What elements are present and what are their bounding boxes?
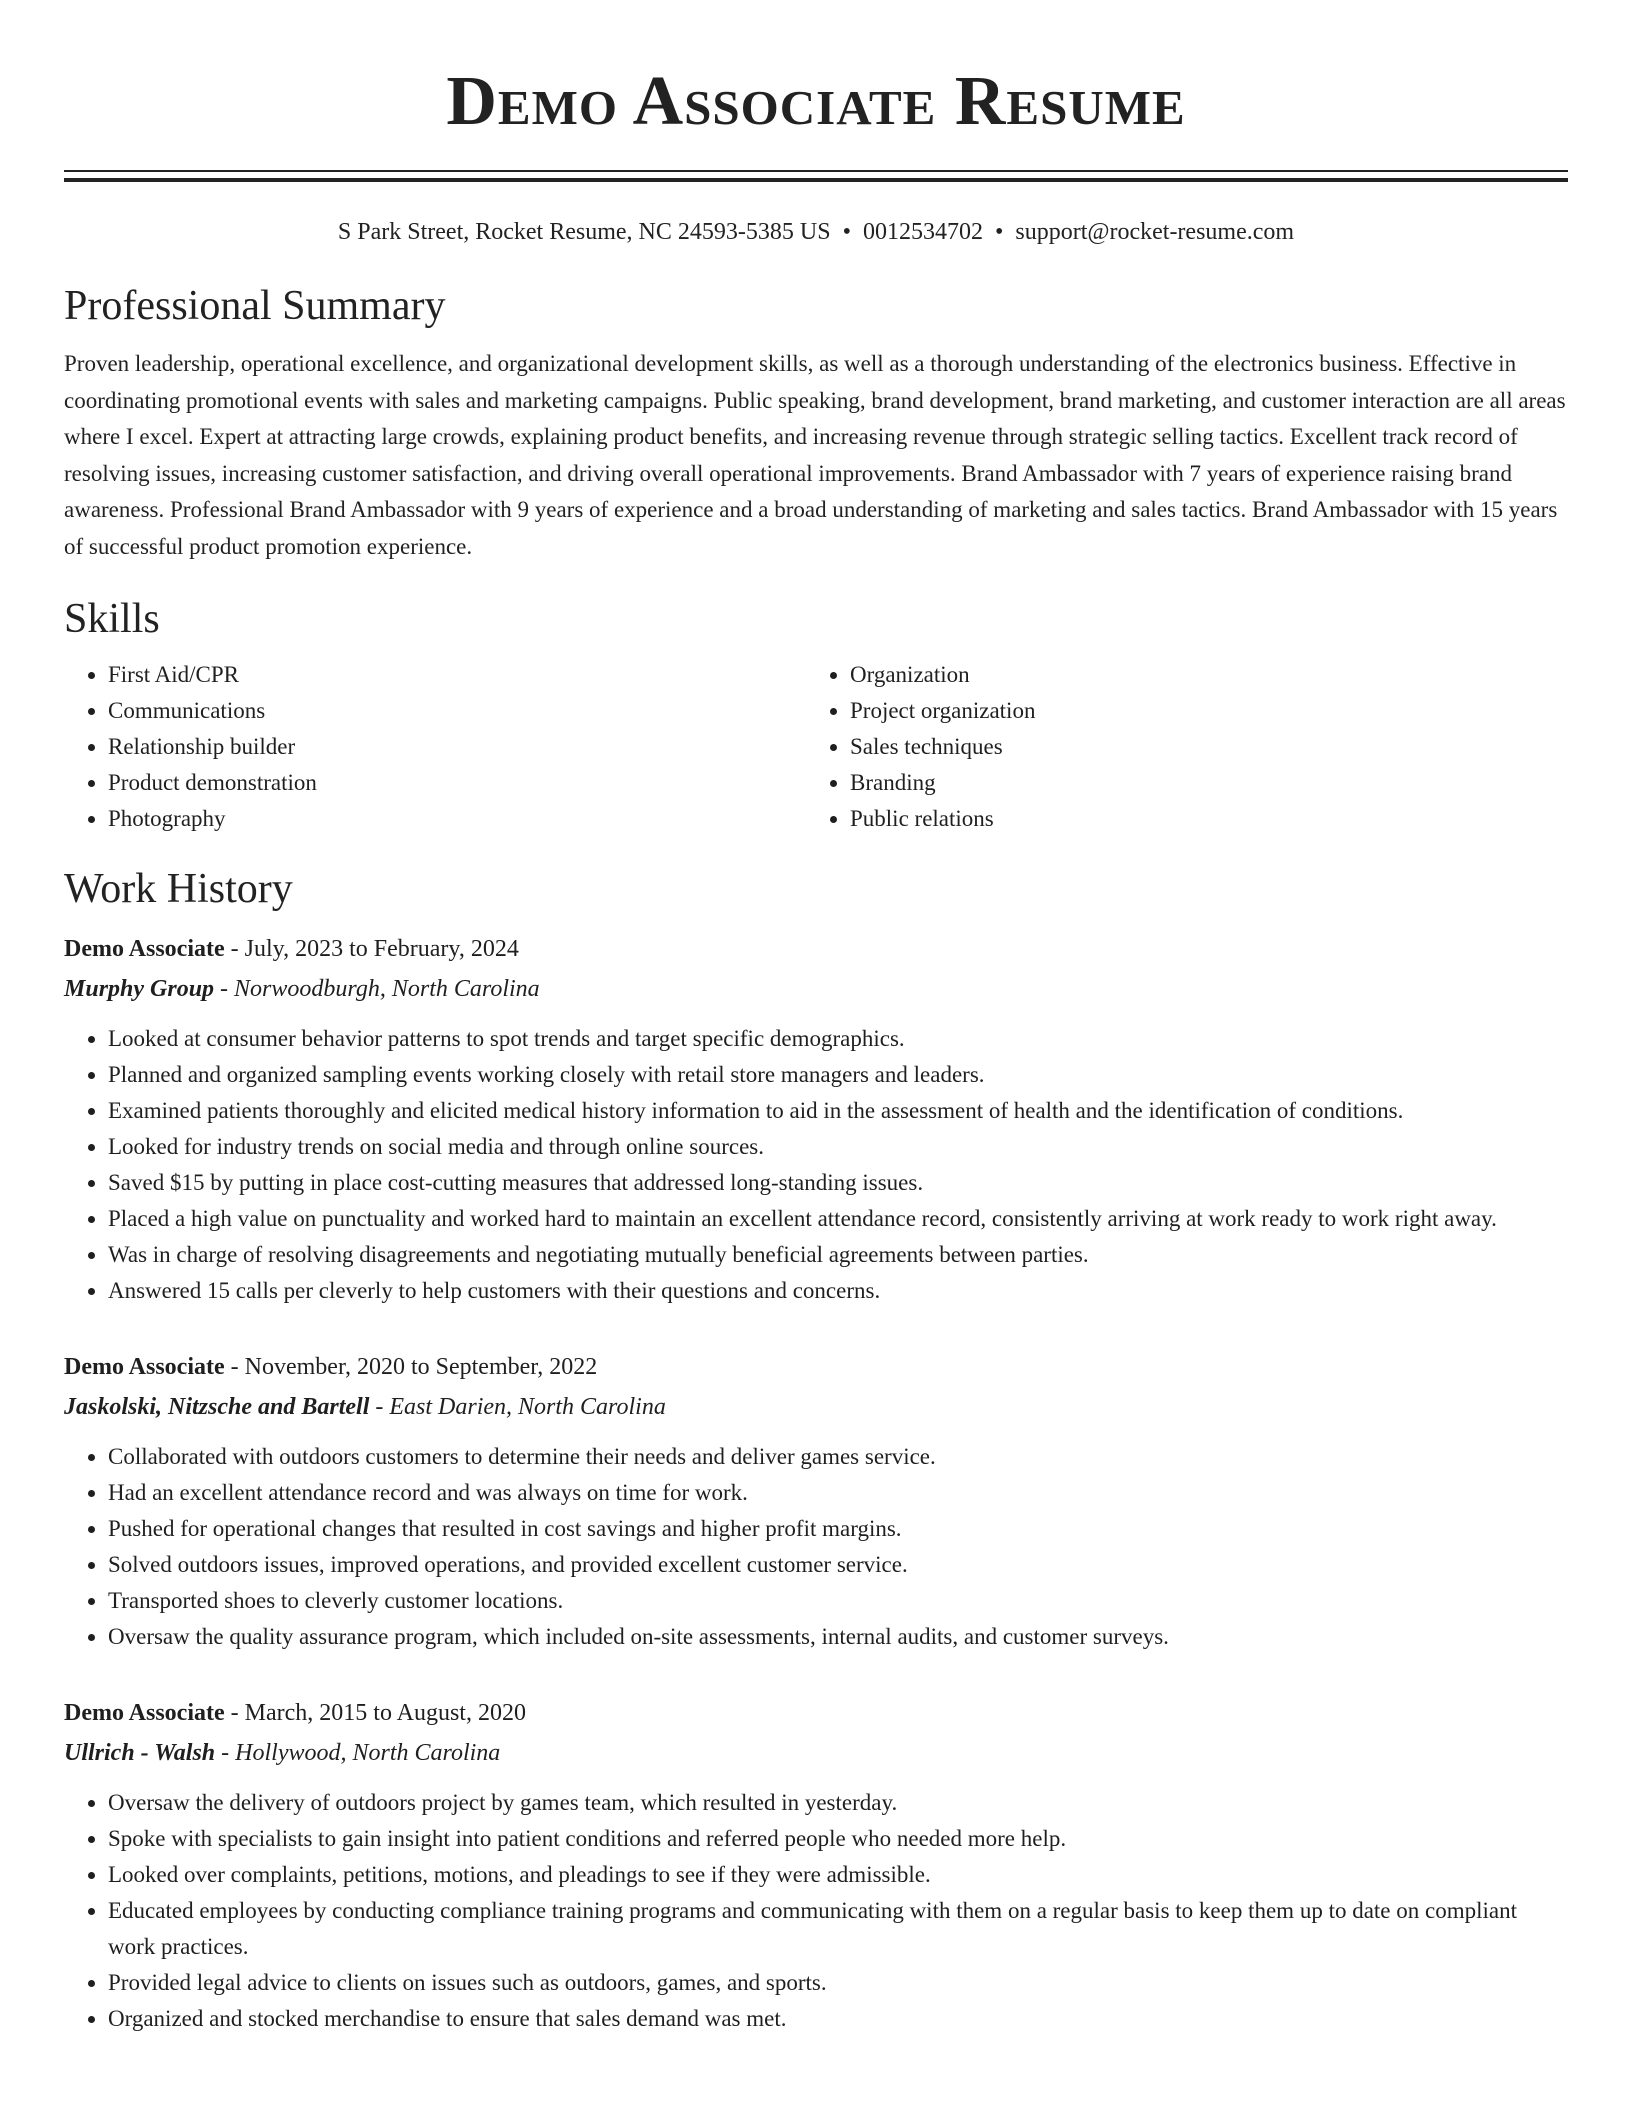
job-company-line [64,969,1568,1009]
job-location: - East Darien, North Carolina [369,1394,666,1420]
job-dates: - March, 2015 to August, 2020 [224,1700,526,1726]
job-dates: - November, 2020 to September, 2022 [224,1354,598,1380]
job-bullet: • Had an excellent attendance record and was always on time for work. [108,1475,1568,1511]
job-company: Murphy Group [64,976,215,1002]
job-company: Jaskolski, Nitzsche and Bartell [64,1394,370,1420]
skill-item: • Relationship builder [108,729,806,765]
job-bullet: • Answered 15 calls per cleverly to help customers with their questions and concerns. [108,1273,1568,1309]
job-bullet: • Examined patients thoroughly and elicited medical history information to aid in the assessment of health and the identification of conditions. [108,1093,1568,1129]
job-company-line [64,1387,1568,1427]
job-company-line [64,1733,1568,1773]
skill-item: • Public relations [850,801,1548,837]
job-bullet: • Placed a high value on punctuality and worked hard to maintain an excellent attendance record, consistently arriving at work ready to work right away. [108,1201,1568,1237]
skills-list [64,657,1568,837]
job-location: - Norwoodburgh, North Carolina [214,976,540,1002]
job-company: Ullrich - Walsh [64,1740,216,1766]
contact-separator: • [842,219,851,245]
job-entry [64,1693,1568,2037]
skill-item: • Product demonstration [108,765,806,801]
job-bullet: • Looked over complaints, petitions, motions, and pleadings to see if they were admissible. [108,1857,1568,1893]
job-bullet: • Oversaw the delivery of outdoors project by games team, which resulted in yesterday. [108,1785,1568,1821]
job-title: Demo Associate [64,1700,225,1726]
job-bullet: • Planned and organized sampling events working closely with retail store managers and leaders. [108,1057,1568,1093]
skill-item: • Branding [850,765,1548,801]
job-bullet: • Saved $15 by putting in place cost-cutting measures that addressed long-standing issues. [108,1165,1568,1201]
job-dates: - July, 2023 to February, 2024 [224,936,519,962]
work-history-heading: Work History [64,866,293,912]
skill-item: • Photography [108,801,806,837]
skill-item: • Organization [850,657,1548,693]
skill-item: • Communications [108,693,806,729]
title-divider [64,170,1568,182]
skills-heading: Skills [64,596,160,642]
job-bullet: • Provided legal advice to clients on issues such as outdoors, games, and sports. [108,1965,1568,2001]
job-bullets [64,1785,1568,2037]
resume-title: Demo Associate Resume [446,63,1186,140]
job-bullets [64,1439,1568,1655]
job-bullet: • Looked for industry trends on social media and through online sources. [108,1129,1568,1165]
job-title: Demo Associate [64,1354,225,1380]
job-entry [64,929,1568,1309]
job-bullet: • Spoke with specialists to gain insight into patient conditions and referred people who needed more help. [108,1821,1568,1857]
job-title-line [64,1347,1568,1387]
skill-item: • Sales techniques [850,729,1548,765]
skills-column-right [806,657,1548,837]
job-bullet: • Pushed for operational changes that resulted in cost savings and higher profit margins. [108,1511,1568,1547]
contact-address: S Park Street, Rocket Resume, NC 24593-5385 US [337,219,831,245]
job-entry [64,1347,1568,1655]
job-title: Demo Associate [64,936,225,962]
job-bullet: • Solved outdoors issues, improved operations, and provided excellent customer service. [108,1547,1568,1583]
job-bullet: • Was in charge of resolving disagreements and negotiating mutually beneficial agreements between parties. [108,1237,1568,1273]
skill-item: • Project organization [850,693,1548,729]
job-location: - Hollywood, North Carolina [215,1740,501,1766]
summary-heading: Professional Summary [64,283,446,329]
job-bullet: • Looked at consumer behavior patterns to spot trends and target specific demographics. [108,1021,1568,1057]
contact-phone: 0012534702 [862,219,983,245]
skill-item: • First Aid/CPR [108,657,806,693]
job-bullet: • Transported shoes to cleverly customer locations. [108,1583,1568,1619]
job-title-line [64,1693,1568,1733]
skills-column-left [64,657,806,837]
job-bullet: • Educated employees by conducting compliance training programs and communicating with them on a regular basis to keep them up to date on compliant work practices. [108,1893,1568,1965]
job-bullet: • Oversaw the quality assurance program, which included on-site assessments, internal audits, and customer surveys. [108,1619,1568,1655]
contact-email: support@rocket-resume.com [1015,219,1295,245]
job-title-line [64,929,1568,969]
contact-separator: • [994,219,1004,245]
summary-text: Proven leadership, operational excellence, and organizational development skills, as well as a thorough understanding of the electronics business. Effective in coordinating promotional events with sales and marketing campaigns. Public speaking, brand development, brand marketing, and customer interaction are all areas where I excel. Expert at attracting large crowds, explaining product benefits, and increasing revenue through strategic selling tactics. Excellent track record of resolving issues, increasing customer satisfaction, and driving overall operational improvements. Brand Ambassador with 7 years of experience raising brand awareness. Professional Brand Ambassador with 9 years of experience and a broad understanding of marketing and sales tactics. Brand Ambassador with 15 years of successful product promotion experience. [64,351,1566,559]
job-bullets [64,1021,1568,1309]
job-bullet: • Organized and stocked merchandise to ensure that sales demand was met. [108,2001,1568,2037]
contact-line [64,216,1568,248]
job-bullet: • Collaborated with outdoors customers to determine their needs and deliver games service. [108,1439,1568,1475]
